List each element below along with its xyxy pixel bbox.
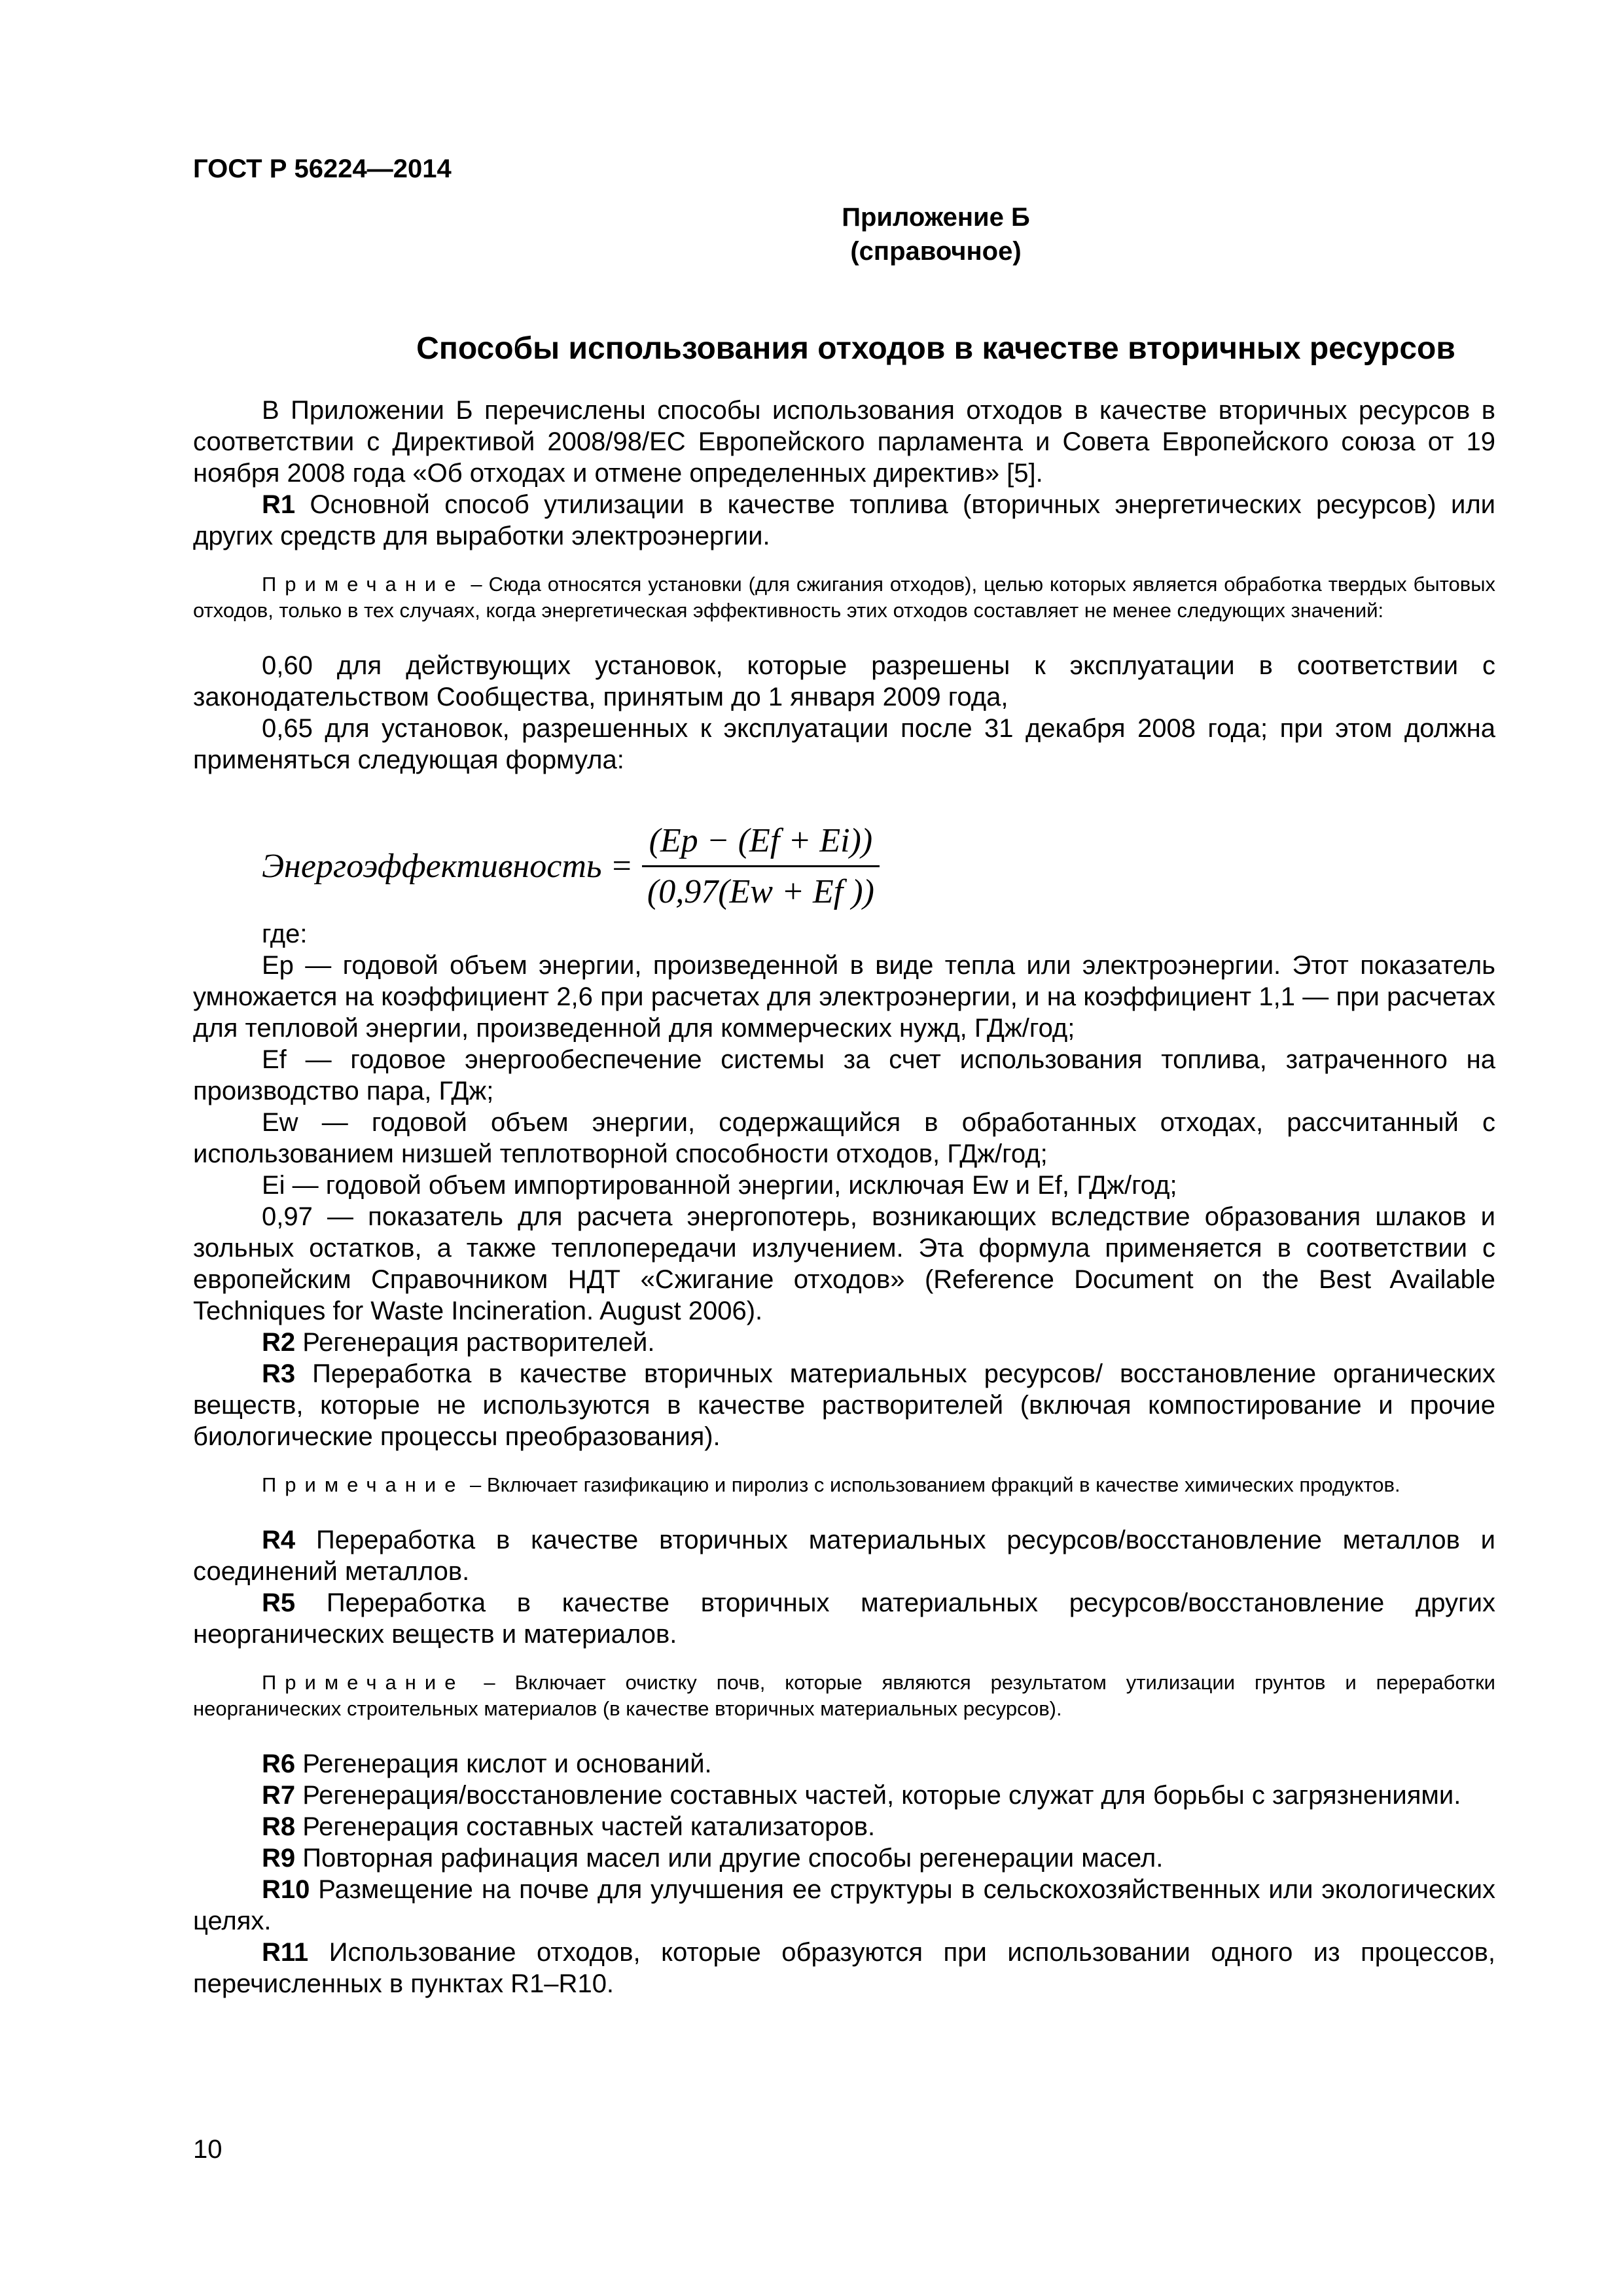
item-code: R4 <box>262 1526 296 1554</box>
item-r2 <box>193 1327 1495 1358</box>
item-text: Переработка в качестве вторичных материальных ресурсов/восстановление металлов и соединений металлов. <box>193 1526 1495 1586</box>
item-r3 <box>193 1358 1495 1452</box>
item-code: R7 <box>262 1781 296 1810</box>
item-r5 <box>193 1587 1495 1650</box>
note-text: – Сюда относятся установки (для сжигания отходов), целью которых является обработка твердых бытовых отходов, только в тех случаях, когда энергетическая эффективность этих отходов составляет не менее следующих значений: <box>193 573 1495 622</box>
note-label: Примечание <box>262 1671 465 1694</box>
formula-equals: = <box>612 848 632 885</box>
note-1 <box>193 571 1495 624</box>
definition-ew: Ew — годовой объем энергии, содержащийся в обработанных отходах, рассчитанный с использованием низшей теплотворной способности отходов, ГДж/год; <box>193 1108 1495 1168</box>
item-r11 <box>193 1937 1495 2000</box>
intro-paragraph: В Приложении Б перечислены способы использования отходов в качестве вторичных ресурсов в соответствии с Директивой 2008/98/ЕС Европейского парламента и Совета Европейского союза от 19 ноября 2008 года «Об отходах и отмене определенных директив» [5]. <box>193 396 1495 488</box>
text-block-definitions <box>193 918 1495 2000</box>
item-text: Регенерация составных частей катализаторов. <box>295 1812 876 1841</box>
appendix-kind: (справочное) <box>850 237 1022 266</box>
item-text: Повторная рафинация масел или другие способы регенерации масел. <box>295 1844 1164 1873</box>
efficiency-formula <box>262 821 880 911</box>
definition-097: 0,97 — показатель для расчета энергопотерь, возникающих вследствие образования шлаков и зольных остатков, а также теплопередачи излучением. Эта формула применяется в соответствии с европейским Справочником НДТ «Сжигание отходов» (Reference Document on the Best Available Techniques for Waste Incineration. August 2006). <box>193 1202 1495 1325</box>
text-block-intro <box>193 395 1495 776</box>
note-label: Примечание <box>262 1473 465 1496</box>
item-text: Переработка в качестве вторичных материальных ресурсов/ восстановление органических веществ, которые не используются в качестве растворителей (включая компостирование и прочие биологические процессы преобразования). <box>193 1359 1495 1451</box>
note-label: Примечание <box>262 573 465 596</box>
item-code: R2 <box>262 1328 296 1357</box>
item-code: R3 <box>262 1359 296 1388</box>
item-code: R10 <box>262 1875 310 1904</box>
item-text: Регенерация кислот и оснований. <box>295 1749 712 1778</box>
item-text: Размещение на почве для улучшения ее структуры в сельскохозяйственных или экологических целях. <box>193 1875 1495 1935</box>
item-r8 <box>193 1811 1495 1842</box>
item-code: R6 <box>262 1749 296 1778</box>
item-code: R8 <box>262 1812 296 1841</box>
item-r9 <box>193 1842 1495 1874</box>
formula-denominator: (0,97(Ew + Ef )) <box>647 873 874 910</box>
item-text: Основной способ утилизации в качестве топлива (вторичных энергетических ресурсов) или других средств для выработки электроэнергии. <box>193 490 1495 550</box>
item-text: Переработка в качестве вторичных материальных ресурсов/восстановление других неорганических веществ и материалов. <box>193 1588 1495 1649</box>
item-r6 <box>193 1748 1495 1780</box>
standard-id: ГОСТ Р 56224—2014 <box>193 154 452 183</box>
item-r4 <box>193 1524 1495 1587</box>
value-060: 0,60 для действующих установок, которые разрешены к эксплуатации в соответствии с законодательством Сообщества, принятым до 1 января 2009 года, <box>193 651 1495 711</box>
item-text: Использование отходов, которые образуются при использовании одного из процессов, перечисленных в пунктах R1–R10. <box>193 1938 1495 1998</box>
item-code: R1 <box>262 490 296 519</box>
item-text: Регенерация растворителей. <box>295 1328 655 1357</box>
appendix-title: Приложение Б <box>842 203 1030 232</box>
where-label: где: <box>262 920 308 948</box>
item-code: R11 <box>262 1938 309 1967</box>
note-text: – Включает газификацию и пиролиз с использованием фракций в качестве химических продуктов. <box>464 1473 1400 1496</box>
item-r10 <box>193 1874 1495 1937</box>
note-3 <box>193 1670 1495 1722</box>
note-2 <box>193 1472 1495 1498</box>
definition-ei: Ei — годовой объем импортированной энергии, исключая Ew и Ef, ГДж/год; <box>262 1171 1177 1200</box>
item-code: R5 <box>262 1588 296 1617</box>
definition-ef: Ef — годовое энергообеспечение системы за счет использования топлива, затраченного на производство пара, ГДж; <box>193 1045 1495 1105</box>
page-number: 10 <box>193 2135 223 2164</box>
formula-lhs: Энергоэффективность <box>262 848 602 885</box>
item-r1 <box>193 489 1495 552</box>
formula-numerator: (Ep − (Ef + Ei)) <box>642 821 880 867</box>
item-code: R9 <box>262 1844 296 1873</box>
note-text: – Включает очистку почв, которые являются результатом утилизации грунтов и переработки неорганических строительных материалов (в качестве вторичных материальных ресурсов). <box>193 1671 1495 1720</box>
definition-ep: Ep — годовой объем энергии, произведенной в виде тепла или электроэнергии. Этот показатель умножается на коэффициент 2,6 при расчетах для электроэнергии, и на коэффициент 1,1 — при расчетах для тепловой энергии, произведенной для коммерческих нужд, ГДж/год; <box>193 951 1495 1043</box>
value-065: 0,65 для установок, разрешенных к эксплуатации после 31 декабря 2008 года; при этом должна применяться следующая формула: <box>193 714 1495 774</box>
item-r7 <box>193 1780 1495 1811</box>
item-text: Регенерация/восстановление составных частей, которые служат для борьбы с загрязнениями. <box>295 1781 1461 1810</box>
section-title: Способы использования отходов в качестве вторичных ресурсов <box>416 331 1455 366</box>
